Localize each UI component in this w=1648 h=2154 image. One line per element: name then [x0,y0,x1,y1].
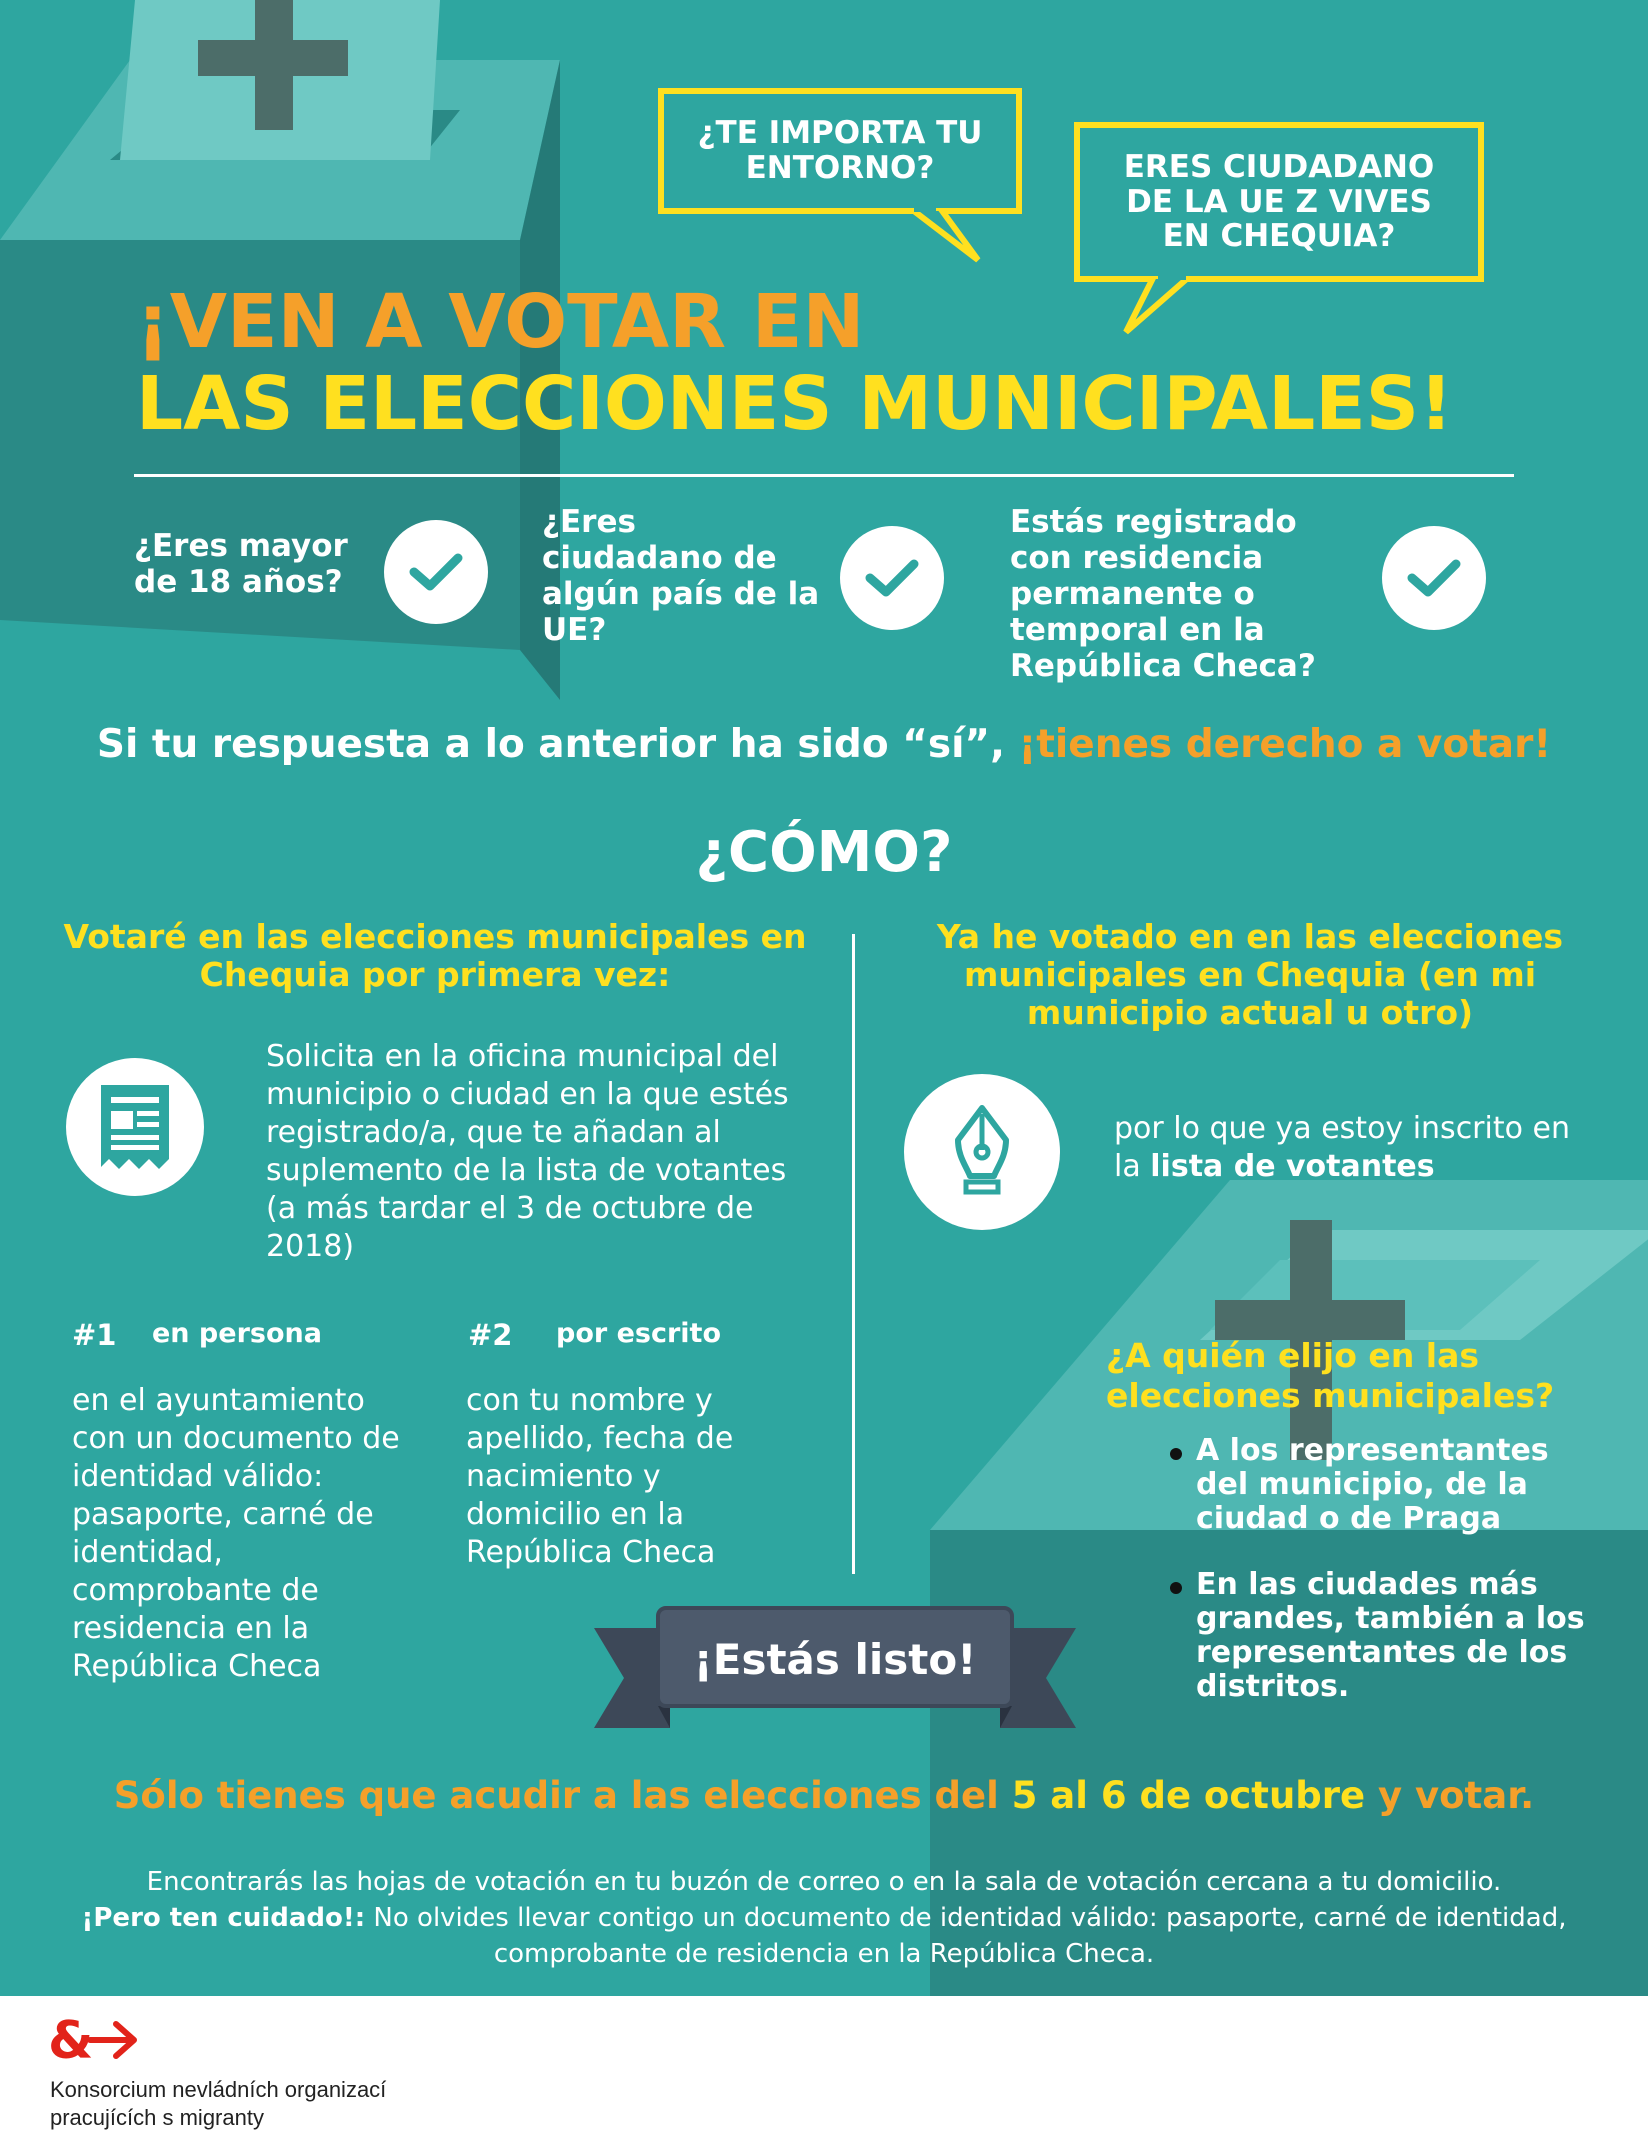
who-do-i-elect-list [1170,1434,1590,1704]
rights-statement-part1: Si tu respuesta a lo anterior ha sido “sí”, [96,722,1019,767]
title-line-1: ¡VEN A VOTAR EN [136,279,865,365]
speech-bubble-right-text: ERES CIUDADANO DE LA UE Z VIVES EN CHEQUIA? [1123,148,1435,255]
voter-list-emphasis: lista de votantes [1150,1149,1435,1184]
already-registered-text-plain: por lo que ya estoy inscrito en la [1114,1111,1570,1184]
check-circle-icon [1382,526,1486,630]
cta-part3: y votar. [1365,1774,1535,1817]
organization-name [50,2076,386,2132]
document-form-icon [66,1058,204,1196]
check-circle-icon [384,520,488,624]
ready-banner-text: ¡Estás listo! [693,1634,977,1684]
speech-bubble-left-text: ¿TE IMPORTA TU ENTORNO? [697,115,983,186]
footer-note [50,1864,1598,1972]
speech-bubble-right [1074,122,1484,282]
speech-bubble-left [658,88,1022,214]
column-divider [852,934,855,1574]
footer-note-warning: ¡Pero ten cuidado!: [81,1903,366,1933]
footer-note-line2: No olvides llevar contigo un documento de identidad válido: pasaporte, carné de identidad, comprobante de residencia en la República Checa. [365,1903,1567,1969]
consortium-logo-icon [46,2012,142,2068]
check-circle-icon [840,526,944,630]
rights-statement-part2: ¡tienes derecho a votar! [1018,722,1552,767]
question-age: ¿Eres mayor de 18 años? [134,528,348,600]
list-item-text: A los representantes del municipio, de la ciudad o de Praga [1196,1433,1549,1536]
list-item [1170,1434,1590,1536]
organization-name-line2: pracujících s migranty [50,2105,264,2130]
footer-note-line1: Encontrarás las hojas de votación en tu buzón de correo o en la sala de votación cercana a tu domicilio. [146,1867,1502,1897]
list-item [1170,1568,1590,1704]
election-dates: 5 al 6 de octubre [1011,1774,1366,1817]
option-2-text: con tu nombre y apellido, fecha de nacimiento y domicilio en la República Checa [466,1383,734,1570]
first-time-heading: Votaré en las elecciones municipales en Chequia por primera vez: [63,917,807,994]
option-1-label: en persona [152,1318,322,1349]
election-dates-cta [0,1774,1648,1817]
option-2-label: por escrito [556,1318,722,1349]
bullet-dot [1170,1582,1182,1594]
title-line-2: LAS ELECCIONES MUNICIPALES! [136,361,1453,447]
how-heading: ¿CÓMO? [695,820,953,885]
bullet-dot [1170,1448,1182,1460]
cta-part1: Sólo tienes que acudir a las elecciones del [113,1774,1012,1817]
rights-statement [0,722,1648,767]
who-do-i-elect-heading: ¿A quién elijo en las elecciones municipales? [1106,1336,1555,1415]
option-1-text: en el ayuntamiento con un documento de identidad válido: pasaporte, carné de identidad, comprobante de residencia en la República Checa [72,1383,400,1684]
pen-nib-icon [904,1074,1060,1230]
title-divider [134,474,1514,477]
already-registered-text [1114,1110,1574,1186]
already-voted-heading: Ya he votado en en las elecciones municipales en Chequia (en mi municipio actual u otro) [936,917,1564,1032]
list-item-text: En las ciudades más grandes, también a los representantes de los distritos. [1196,1567,1585,1704]
option-2-number: #2 [468,1318,513,1352]
option-1-number: #1 [72,1318,117,1352]
speech-bubble-right-tail [1118,276,1208,340]
question-residence: Estás registrado con residencia permanente o temporal en la República Checa? [1010,504,1316,684]
svg-text:&: & [48,2012,94,2068]
organization-name-line1: Konsorcium nevládních organizací [50,2077,387,2102]
first-time-instructions: Solicita en la oficina municipal del municipio o ciudad en la que estés registrado/a, que te añadan al suplemento de la lista de votantes (a más tardar el 3 de octubre de 2018) [266,1039,789,1264]
speech-bubble-left-tail [900,208,990,268]
question-eu-citizen: ¿Eres ciudadano de algún país de la UE? [542,504,820,648]
